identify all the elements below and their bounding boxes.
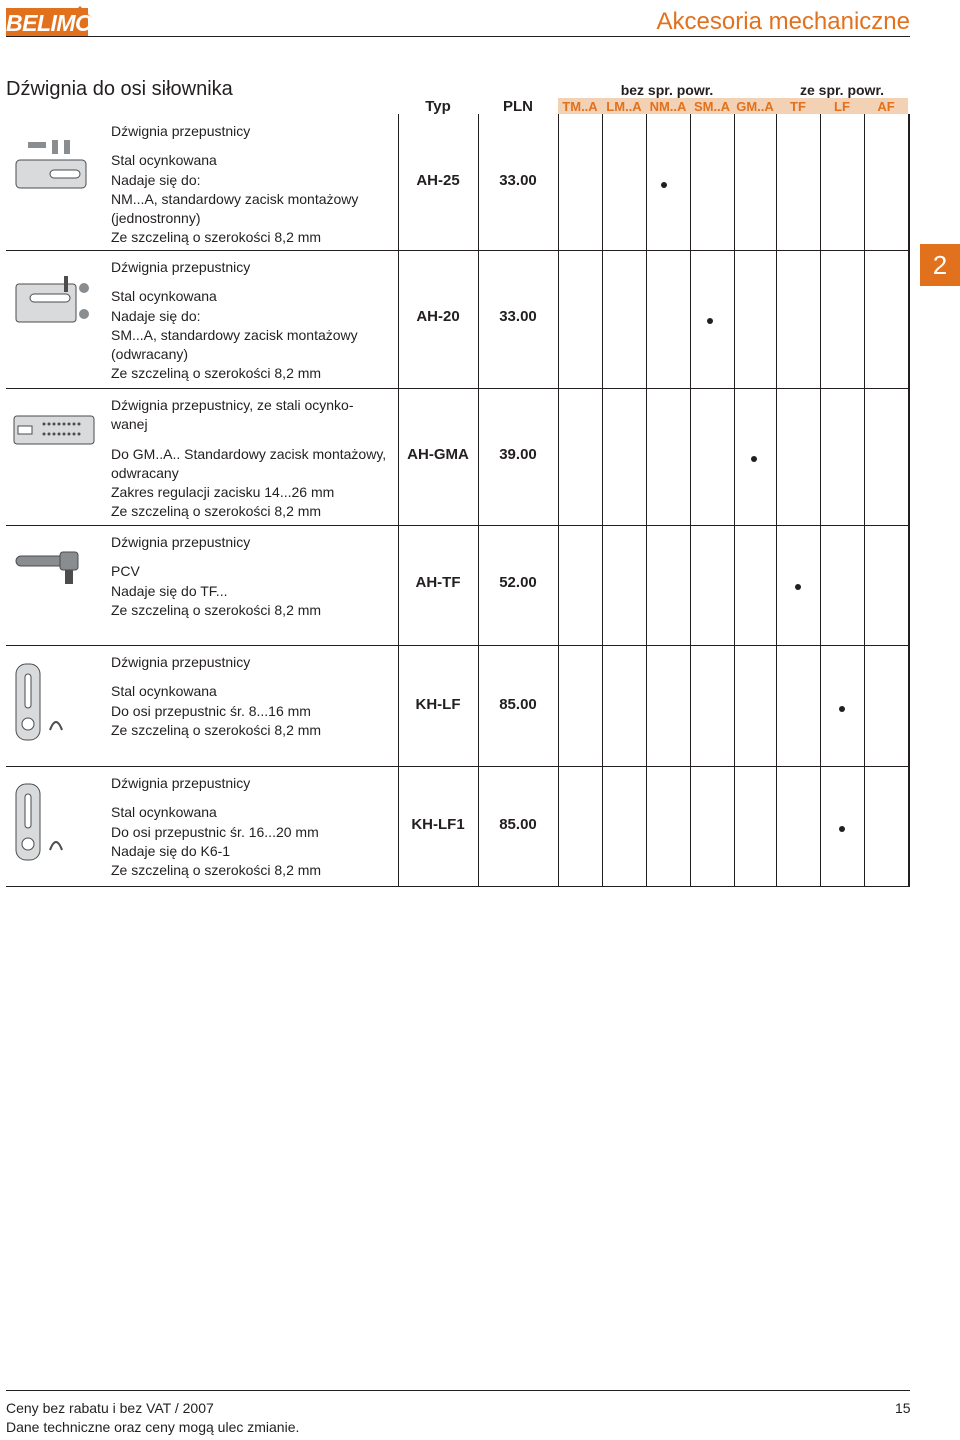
product-detail-line: Ze szczeliną o szerokości 8,2 mm — [111, 721, 322, 738]
product-price: 85.00 — [499, 696, 537, 713]
product-detail-line: (odwracany) — [111, 346, 189, 363]
lever-clamp-icon — [10, 660, 98, 755]
product-type-code: AH-20 — [416, 308, 460, 325]
compatibility-dot — [839, 706, 845, 712]
column-header-pln: PLN — [503, 98, 533, 115]
compatibility-dot — [795, 584, 801, 590]
footer-rule — [6, 1390, 910, 1391]
lever-pcv-icon — [10, 546, 98, 611]
column-divider — [558, 114, 559, 886]
row-divider — [6, 525, 910, 526]
compatibility-dot — [751, 456, 757, 462]
column-header-model: LM..A — [606, 99, 642, 114]
row-divider — [6, 766, 910, 767]
product-detail-line: Ze szczeliną o szerokości 8,2 mm — [111, 862, 322, 879]
product-detail-line: odwracany — [111, 464, 179, 481]
product-type-code: AH-25 — [416, 172, 460, 189]
column-divider — [690, 114, 691, 886]
product-detail-line: Ze szczeliną o szerokości 8,2 mm — [111, 503, 322, 520]
page-title: Akcesoria mechaniczne — [656, 8, 910, 35]
compatibility-dot — [661, 182, 667, 188]
product-price: 85.00 — [499, 816, 537, 833]
product-description — [111, 774, 401, 880]
column-divider — [908, 114, 910, 886]
product-description — [111, 258, 401, 384]
lever-flat-icon — [10, 138, 98, 203]
lever-perforated-icon — [10, 402, 98, 467]
column-header-model: SM..A — [693, 99, 731, 114]
column-header-model: NM..A — [649, 99, 687, 114]
column-header-model: GM..A — [736, 99, 774, 114]
product-title: Dźwignia przepustnicy — [111, 654, 251, 670]
lever-bracket-icon — [10, 274, 98, 339]
lever-clamp-icon — [10, 780, 98, 875]
row-divider — [6, 645, 910, 646]
product-detail-line: Stal ocynkowana — [111, 683, 217, 700]
product-detail-line: Do osi przepustnic śr. 8...16 mm — [111, 702, 311, 719]
product-detail-line: Nadaje się do K6-1 — [111, 842, 231, 859]
product-title — [111, 396, 401, 435]
product-detail-line: PCV — [111, 563, 140, 580]
product-detail-line: Nadaje się do: — [111, 307, 201, 324]
product-detail-line: NM...A, standardowy zacisk montażowy — [111, 190, 359, 207]
product-detail-line: Do GM..A.. Standardowy zacisk montażowy, — [111, 445, 387, 462]
product-title-line: Dźwignia przepustnicy, ze stali ocynko- — [111, 397, 354, 413]
product-description — [111, 533, 401, 620]
column-divider — [776, 114, 777, 886]
logo-text: BELIMO — [6, 10, 93, 36]
product-type-code: AH-GMA — [407, 446, 469, 463]
row-divider — [6, 250, 910, 251]
page-number: 15 — [895, 1400, 911, 1416]
column-divider — [820, 114, 821, 886]
product-type-code: AH-TF — [415, 574, 461, 591]
product-price: 52.00 — [499, 574, 537, 591]
column-divider — [734, 114, 735, 886]
column-divider — [646, 114, 647, 886]
column-header-model: LF — [834, 99, 850, 114]
footer-change-note: Dane techniczne oraz ceny mogą ulec zmianie. — [6, 1419, 300, 1435]
product-detail-line: Nadaje się do TF... — [111, 582, 228, 599]
product-detail-line: Stal ocynkowana — [111, 288, 217, 305]
product-detail-line: Nadaje się do: — [111, 171, 201, 188]
product-detail-line: (jednostronny) — [111, 210, 201, 227]
product-title: Dźwignia przepustnicy — [111, 534, 251, 550]
product-detail-line: Stal ocynkowana — [111, 152, 217, 169]
product-title-line: wanej — [111, 416, 148, 433]
row-divider — [6, 388, 910, 389]
column-header-model: TF — [790, 99, 806, 114]
column-divider — [478, 114, 479, 886]
product-description — [111, 122, 401, 248]
product-type-code: KH-LF — [415, 696, 461, 713]
product-price: 39.00 — [499, 446, 537, 463]
chapter-tab: 2 — [920, 244, 960, 286]
compatibility-dot — [839, 826, 845, 832]
column-group-without-spring: bez spr. powr. — [620, 82, 714, 98]
product-title: Dźwignia przepustnicy — [111, 259, 251, 275]
product-detail-line: Ze szczeliną o szerokości 8,2 mm — [111, 365, 322, 382]
column-divider — [864, 114, 865, 886]
product-description — [111, 653, 401, 740]
product-type-code: KH-LF1 — [411, 816, 465, 833]
compatibility-dot — [707, 318, 713, 324]
product-detail-line: Zakres regulacji zacisku 14...26 mm — [111, 484, 335, 501]
section-heading: Dźwignia do osi siłownika — [6, 78, 233, 100]
column-divider — [602, 114, 603, 886]
product-detail-line: Ze szczeliną o szerokości 8,2 mm — [111, 601, 322, 618]
product-description — [111, 396, 401, 522]
column-header-model: AF — [877, 99, 895, 114]
product-detail-line: SM...A, standardowy zacisk montażowy — [111, 326, 358, 343]
product-title: Dźwignia przepustnicy — [111, 775, 251, 791]
product-title: Dźwignia przepustnicy — [111, 123, 251, 139]
column-header-model: TM..A — [562, 99, 598, 114]
product-detail-line: Stal ocynkowana — [111, 804, 217, 821]
product-price: 33.00 — [499, 308, 537, 325]
product-detail-line: Do osi przepustnic śr. 16...20 mm — [111, 823, 319, 840]
header-rule — [6, 36, 910, 37]
product-price: 33.00 — [499, 172, 537, 189]
row-divider — [6, 886, 910, 887]
column-group-with-spring: ze spr. powr. — [799, 82, 885, 98]
footer-price-note: Ceny bez rabatu i bez VAT / 2007 — [6, 1400, 214, 1416]
product-detail-line: Ze szczeliną o szerokości 8,2 mm — [111, 229, 322, 246]
belimo-logo — [6, 4, 94, 38]
column-header-typ: Typ — [425, 98, 451, 115]
